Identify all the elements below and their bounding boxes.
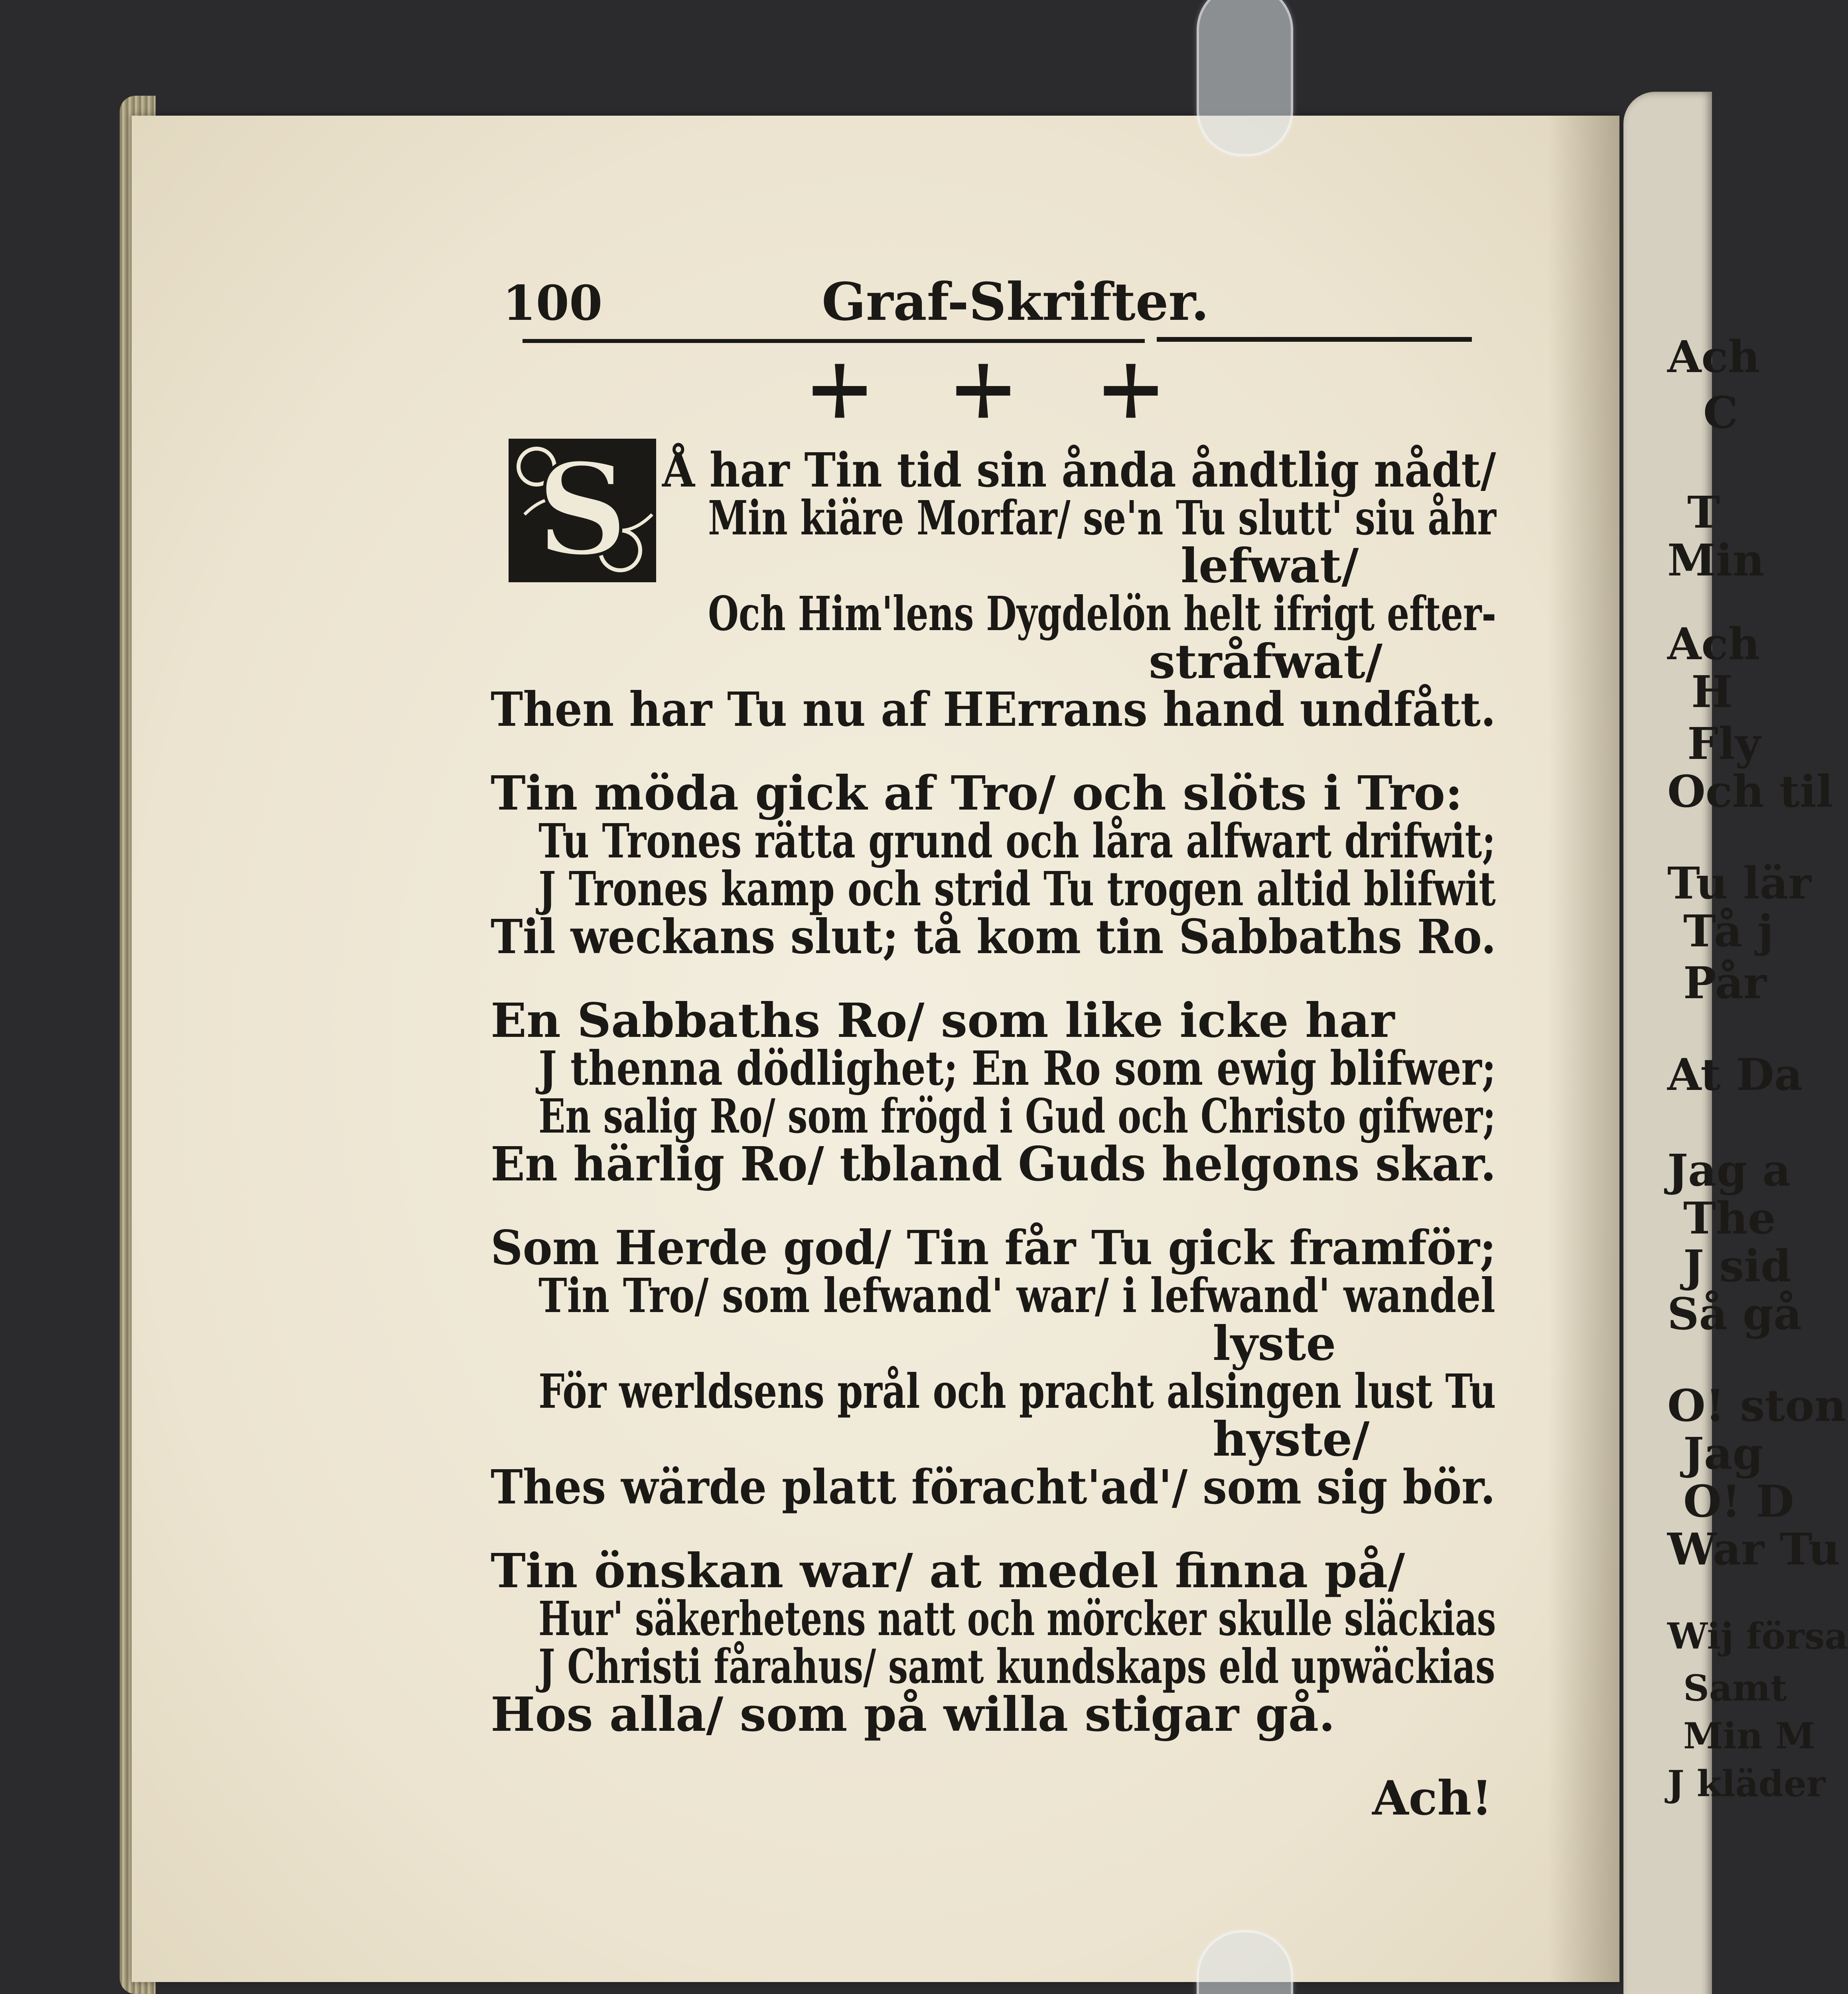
- running-head: [503, 271, 1476, 347]
- catchword: Ach!: [1372, 1770, 1492, 1826]
- poem-line: Tin möda gick af Tro/ och slöts i Tro:: [491, 765, 1463, 821]
- page-clip-top: [1197, 0, 1293, 156]
- poem-line: Hur' säkerhetens natt och mörcker skulle släckias: [538, 1591, 1496, 1646]
- facing-line: C: [1703, 387, 1738, 438]
- poem-line: Som Herde god/ Tin får Tu gick framför;: [491, 1220, 1496, 1275]
- poem-line: Tu Trones rätta grund och låra alfwart drifwit;: [538, 813, 1496, 869]
- facing-line: War Tu: [1667, 1523, 1840, 1575]
- facing-line: Och til: [1667, 766, 1833, 817]
- facing-page: [1623, 92, 1848, 1994]
- facing-line: Jag: [1683, 1428, 1763, 1479]
- poem-line: Then har Tu nu af HErrans hand undfått.: [491, 682, 1496, 737]
- poem-line: Til weckans slut; tå kom tin Sabbaths Ro.: [491, 909, 1496, 964]
- cross-ornament-icon: [810, 361, 870, 421]
- ornament-row: [798, 361, 1197, 441]
- head-rule: [523, 339, 1145, 343]
- poem-line: J thenna dödlighet; En Ro som ewig blifwer;: [538, 1040, 1496, 1096]
- drop-initial-letter: S: [536, 435, 629, 585]
- cross-ornament-icon: [1101, 361, 1161, 421]
- book-gutter: [1548, 116, 1619, 1982]
- poem-line: En Sabbaths Ro/ som like icke har: [491, 993, 1395, 1048]
- poem-line: hyste/: [1213, 1411, 1370, 1467]
- facing-line: Fly: [1687, 718, 1761, 769]
- poem-line: Å har Tin tid sin ånda åndtlig nådt/: [662, 442, 1496, 498]
- poem-line: Tin önskan war/ at medel finna på/: [491, 1543, 1405, 1598]
- poem-line: Hos alla/ som på willa stigar gå.: [491, 1687, 1335, 1742]
- facing-line: At Da: [1667, 1049, 1803, 1100]
- head-rule: [1157, 337, 1472, 342]
- facing-line: Tu lär: [1667, 857, 1812, 909]
- poem-line: Och Him'lens Dygdelön helt ifrigt efter-: [708, 586, 1497, 641]
- facing-line: O! D: [1683, 1476, 1794, 1527]
- facing-line: Min M: [1683, 1715, 1815, 1757]
- poem-line: En salig Ro/ som frögd i Gud och Christo gifwer;: [538, 1088, 1496, 1144]
- facing-line: Jag a: [1667, 1145, 1791, 1196]
- poem-line: J Trones kamp och strid Tu trogen altid blifwit: [538, 861, 1496, 916]
- facing-line: J sid: [1683, 1240, 1791, 1292]
- poem-line: Tin Tro/ som lefwand' war/ i lefwand' wandel: [538, 1268, 1495, 1323]
- poem-line: Thes wärde platt föracht'ad'/ som sig bör.: [491, 1459, 1496, 1515]
- poem-line: J Christi fårahus/ samt kundskaps eld upwäckias: [538, 1639, 1495, 1694]
- facing-line: Pår: [1683, 957, 1767, 1009]
- running-title: Graf-Skrifter.: [822, 271, 1209, 332]
- facing-line: Wij försa: [1667, 1615, 1848, 1657]
- poem-line: För werldsens prål och pracht alsingen lust Tu: [538, 1363, 1496, 1419]
- poem-line: lefwat/: [1181, 538, 1359, 593]
- drop-initial-icon: [501, 435, 664, 586]
- facing-line: H: [1691, 666, 1733, 717]
- poem-line: lyste: [1213, 1316, 1336, 1371]
- facing-line: Ach: [1667, 331, 1760, 382]
- poem-line: Min kiäre Morfar/ se'n Tu slutt' siu åhr: [708, 490, 1496, 546]
- facing-line: Tå j: [1683, 905, 1774, 957]
- facing-line: Min: [1667, 534, 1765, 586]
- page-number: 100: [503, 275, 603, 331]
- facing-line: The: [1683, 1192, 1776, 1244]
- poem-line: stråfwat/: [1149, 634, 1383, 689]
- cross-ornament-icon: [953, 361, 1013, 421]
- facing-line: Ach: [1667, 618, 1760, 670]
- facing-line: T: [1687, 487, 1720, 538]
- facing-line: J kläder: [1667, 1763, 1826, 1805]
- facing-line: Så gå: [1667, 1288, 1802, 1340]
- poem-line: En härlig Ro/ tbland Guds helgons skar.: [491, 1136, 1496, 1192]
- facing-line: Samt: [1683, 1667, 1787, 1709]
- facing-line: O! ston: [1667, 1380, 1846, 1431]
